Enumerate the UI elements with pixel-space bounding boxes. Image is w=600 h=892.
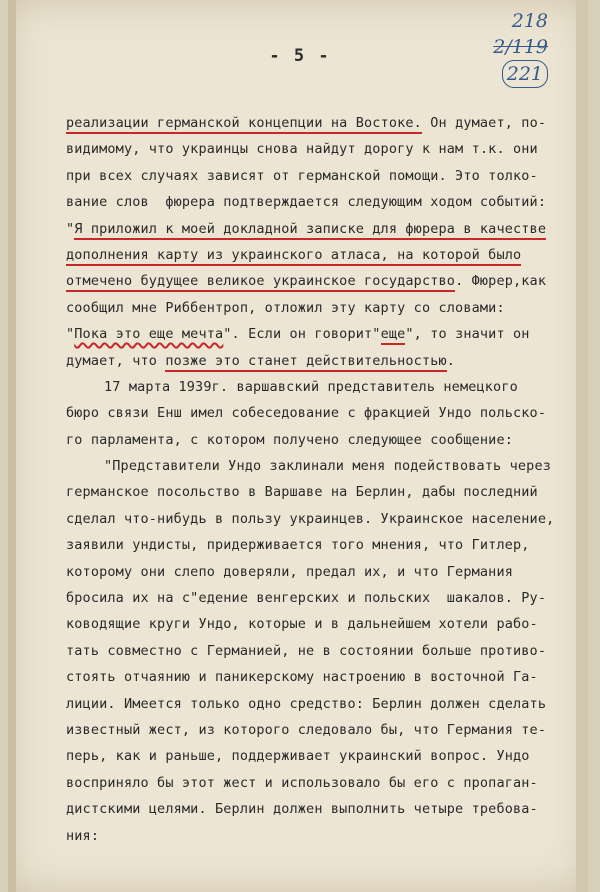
text-line bbox=[66, 743, 581, 769]
text-segment: сделал что-нибудь в пользу украинцев. Украинское население, bbox=[66, 510, 555, 527]
archive-number-circled: 221 bbox=[502, 60, 548, 88]
text-segment: заявили ундисты, придерживается того мнения, что Гитлер, bbox=[66, 537, 530, 554]
text-line bbox=[66, 268, 581, 294]
text-segment: ководящие круги Ундо, которые и в дальнейшем хотели рабо- bbox=[66, 616, 538, 633]
underlined-phrase: Я приложил к моей докладной записке для фюрера в качестве bbox=[74, 221, 546, 240]
underlined-phrase: позже это станет действительностью bbox=[165, 353, 446, 372]
text-line bbox=[66, 136, 581, 162]
text-segment: которому они слепо доверяли, предал их, и что Германия bbox=[66, 563, 513, 580]
text-line bbox=[66, 110, 581, 136]
text-line bbox=[66, 717, 581, 743]
text-line bbox=[66, 400, 581, 426]
text-line bbox=[66, 295, 581, 321]
text-segment: видимому, что украинцы снова найдут дорогу к нам т.к. они bbox=[66, 141, 538, 158]
text-segment: сообщил мне Риббентроп, отложил эту карту со словами: bbox=[66, 299, 505, 316]
underlined-phrase: Пока это еще мечта bbox=[74, 326, 224, 343]
text-line bbox=[66, 823, 581, 849]
text-segment: восприняло бы этот жест и использовало бы его с пропаган- bbox=[66, 774, 538, 791]
text-line bbox=[66, 348, 581, 374]
text-segment: вание слов фюрера подтверждается следующим ходом событий: bbox=[66, 194, 547, 211]
text-segment: ния: bbox=[66, 827, 100, 844]
text-line bbox=[66, 638, 581, 664]
text-segment: Он думает, по- bbox=[421, 115, 547, 131]
text-segment: тать совместно с Германией, не в состоянии больше противо- bbox=[66, 642, 547, 659]
text-segment: . bbox=[446, 352, 456, 369]
text-line bbox=[66, 216, 581, 242]
text-line bbox=[66, 770, 581, 796]
text-line bbox=[66, 506, 581, 532]
text-line bbox=[66, 664, 581, 690]
text-line bbox=[66, 559, 581, 585]
text-line bbox=[66, 374, 581, 400]
page-edge-left bbox=[8, 0, 16, 892]
text-line bbox=[66, 242, 581, 268]
text-segment: ". Если он говорит" bbox=[223, 326, 381, 343]
text-segment: ", то значит он bbox=[405, 326, 530, 343]
text-line bbox=[66, 479, 581, 505]
text-segment: " bbox=[66, 220, 75, 237]
text-segment: перь, как и раньше, поддерживает украинский вопрос. Ундо bbox=[66, 748, 530, 765]
text-segment: при всех случаях зависят от германской помощи. Это толко- bbox=[66, 167, 538, 184]
text-segment: го парламента, с котором получено следующее сообщение: bbox=[66, 431, 513, 448]
text-segment: . Фюрер,как bbox=[455, 273, 547, 290]
archive-number-top: 218 bbox=[511, 10, 548, 32]
text-line bbox=[66, 321, 581, 347]
text-line bbox=[66, 611, 581, 637]
text-segment: дистскими целями. Берлин должен выполнить четыре требова- bbox=[66, 801, 538, 818]
text-line bbox=[66, 189, 581, 215]
text-segment: бюро связи Енш имел собеседование с фракцией Ундо польско- bbox=[66, 405, 547, 422]
underlined-phrase: дополнения карту из украинского атласа, на которой было bbox=[66, 247, 521, 266]
text-line bbox=[66, 163, 581, 189]
underlined-phrase: реализации германской концепции на Востоке. bbox=[66, 115, 422, 134]
text-segment: известный жест, из которого следовало бы, что Германия те- bbox=[66, 721, 547, 738]
text-segment: бросила их на с"едение венгерских и польских шакалов. Ру- bbox=[66, 590, 547, 607]
underlined-phrase: отмечено будущее великое украинское государство bbox=[66, 273, 455, 292]
text-segment: стоять отчаянию и паникерскому настроению в восточной Га- bbox=[66, 669, 538, 686]
typed-text-body bbox=[66, 110, 581, 849]
text-line bbox=[66, 453, 581, 479]
text-line bbox=[66, 427, 581, 453]
text-segment: лиции. Имеется только одно средство: Берлин должен сделать bbox=[66, 695, 547, 712]
text-segment: германское посольство в Варшаве на Берлин, дабы последний bbox=[66, 484, 538, 501]
text-line bbox=[66, 796, 581, 822]
underlined-phrase: еще bbox=[381, 326, 406, 345]
text-segment: "Представители Ундо заклинали меня подействовать через bbox=[104, 458, 551, 475]
text-line bbox=[66, 585, 581, 611]
text-line bbox=[66, 532, 581, 558]
text-segment: 17 марта 1939г. варшавский представитель немецкого bbox=[104, 378, 518, 395]
page-number: - 5 - bbox=[269, 46, 331, 66]
text-line bbox=[66, 691, 581, 717]
text-segment: " bbox=[66, 326, 75, 343]
text-segment: думает, что bbox=[66, 352, 166, 369]
archive-number-struck: 2/119 bbox=[493, 36, 548, 58]
